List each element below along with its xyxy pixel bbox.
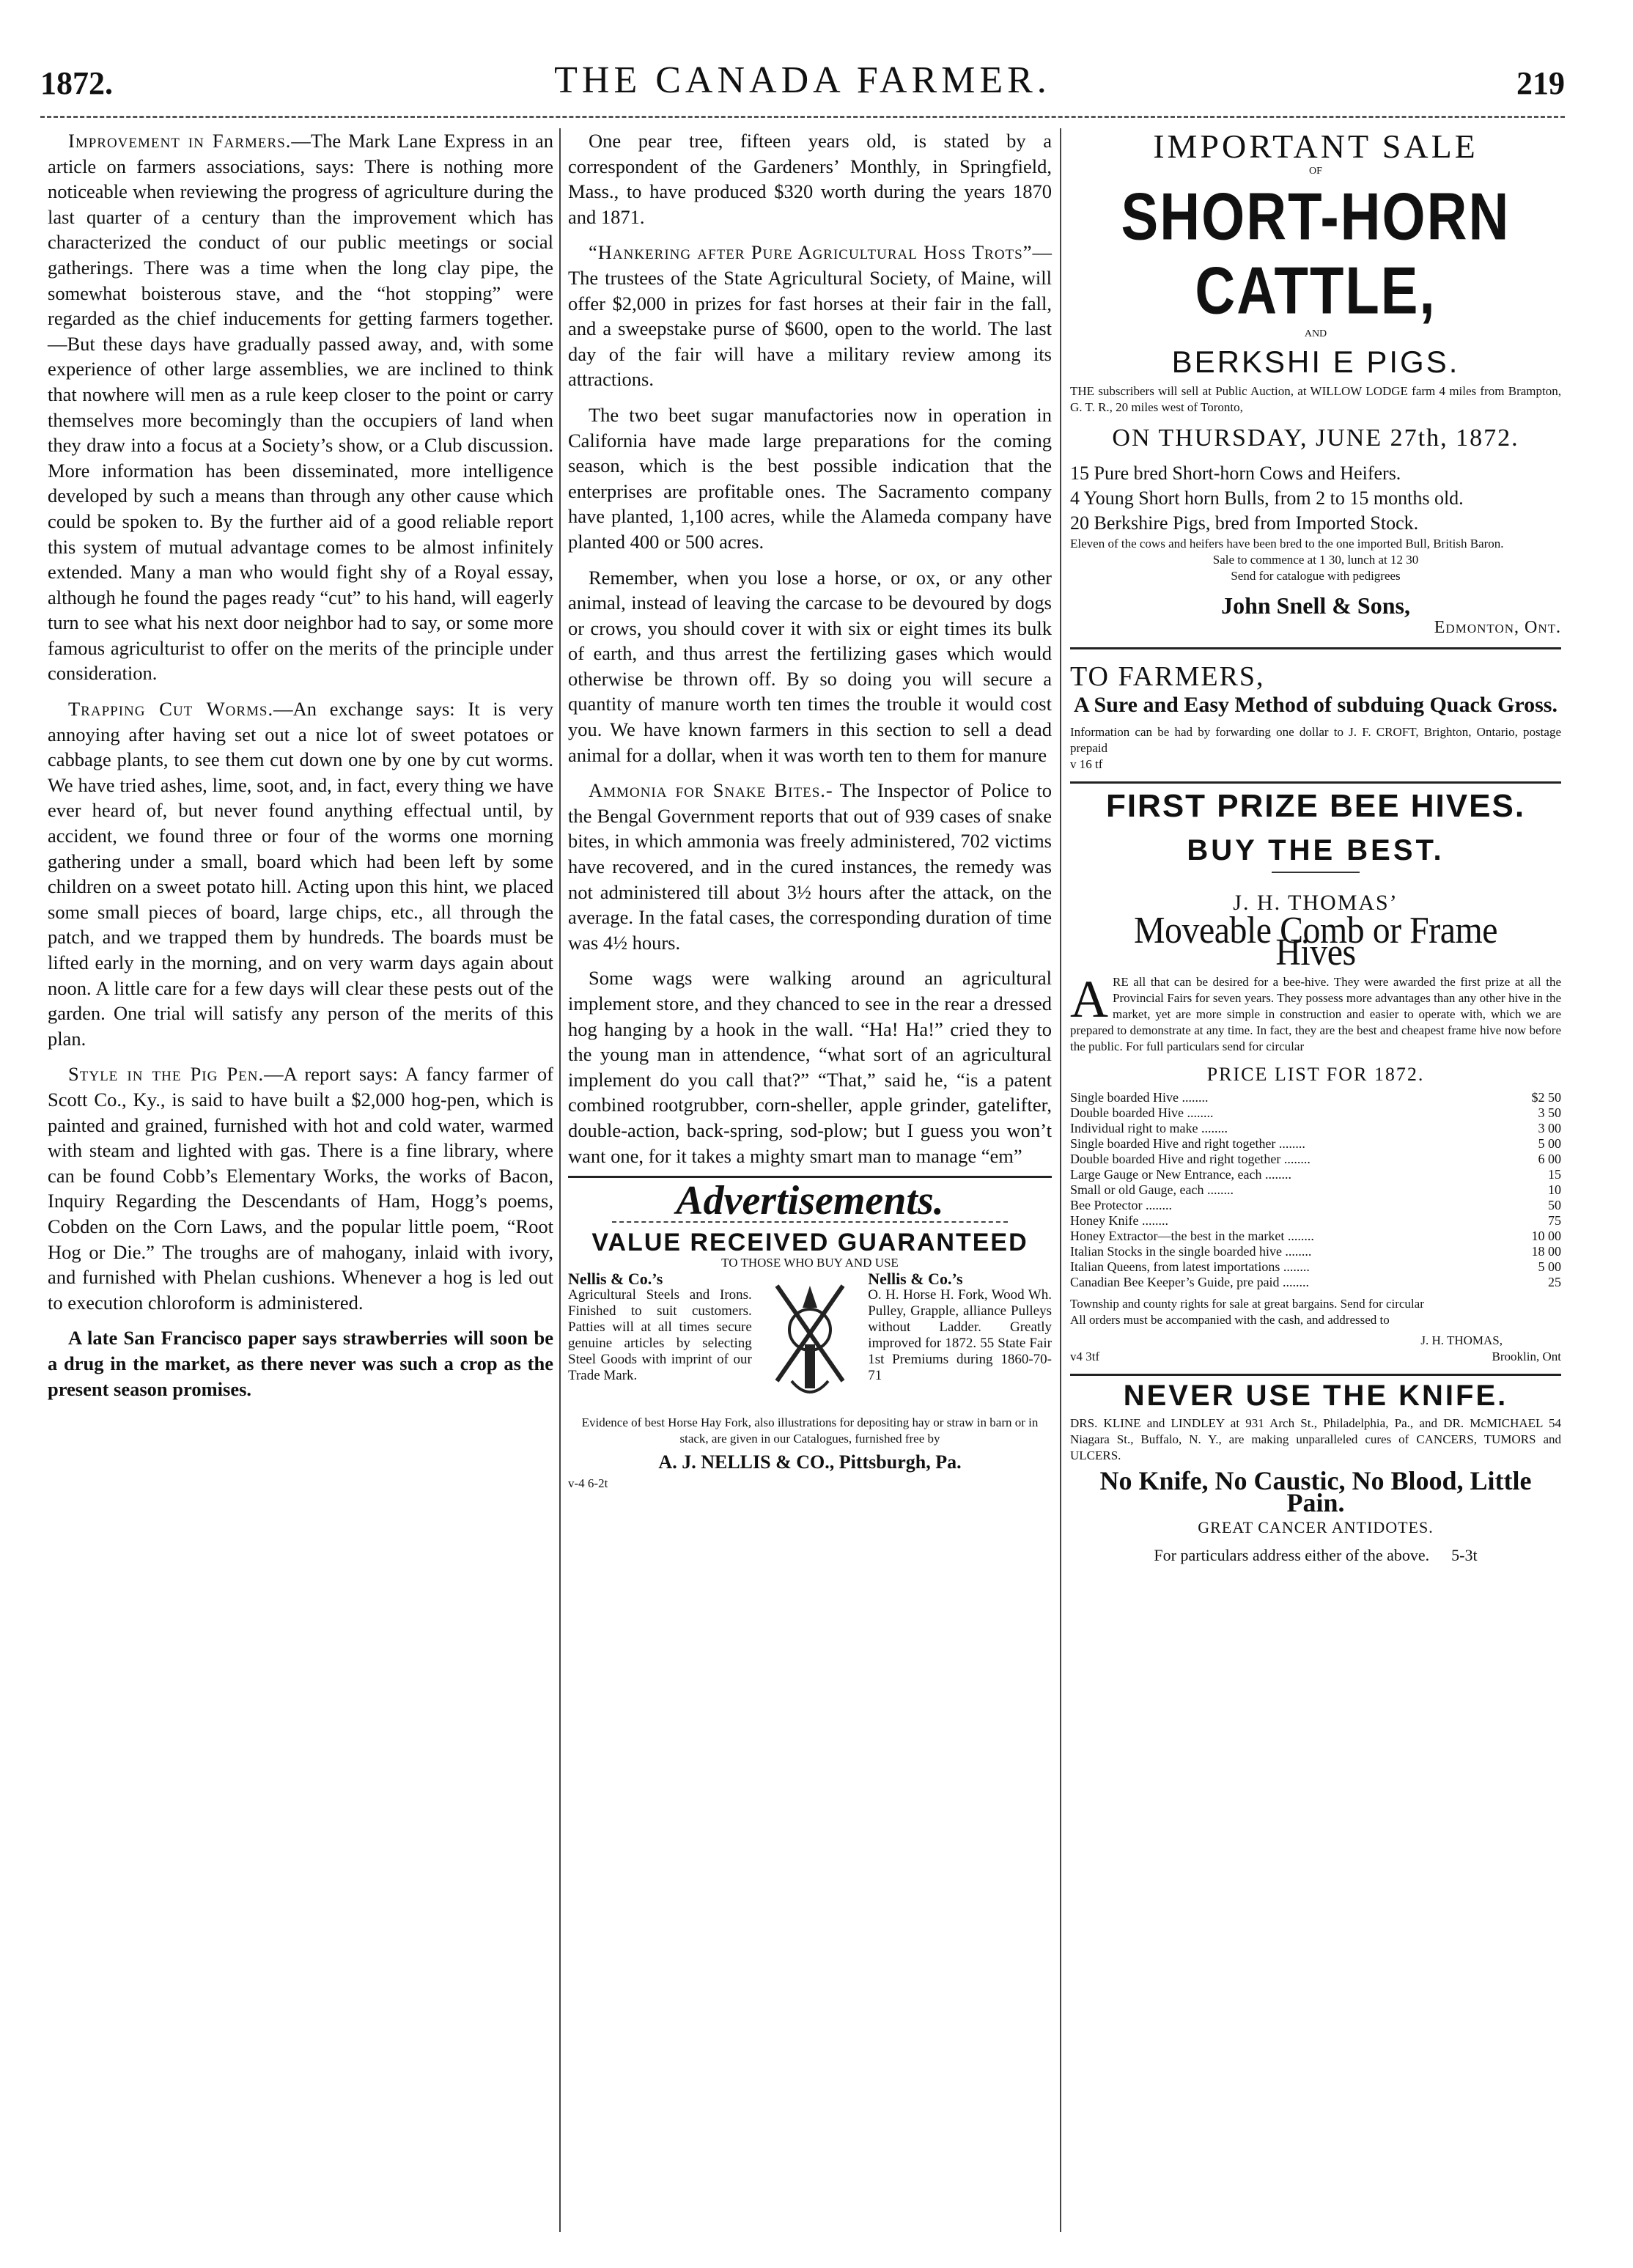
header-title: THE CANADA FARMER. [554,59,1051,101]
article-text: —An exchange says: It is very annoying after having set out a nice lot of sweet potatoes or cabbage plants, to see them cut down one by one by cut worms. We have tried ashes, lime, soot, and, in fact, every thing we have ever heard of, but never found anything effectual until, by accident, we found three or four of the worms one morning gathering under a small, board which had been left by some children on a sweet potato hill. Acting upon this hint, we placed some small pieces of board, large chips, etc., all through the patch, and we trapped them by hundreds. The boards must be lifted early in the morning, and on very warm days again about noon. A little care for a few days will clear these pests out of the garden. One trial will satisfy any person of the merits of this plan. [48,698,553,1050]
article-heading: “Hankering after Pure Agricultural Hoss Trots” [589,241,1033,264]
particulars-code: 5-3t [1451,1546,1478,1564]
column-divider-2 [1060,128,1061,2232]
thomas-code: v4 3tf [1070,1350,1100,1363]
column-divider-1 [559,128,561,2232]
price-item: Italian Queens, from latest importations ........ [1070,1259,1310,1274]
sale-place: Edmonton, Ont. [1434,618,1561,637]
article-heading: Improvement in Farmers. [68,130,292,152]
nellis-bottom-text: Evidence of best Horse Hay Fork, also illustrations for depositing hay or straw in barn or in stack, are given in our Catalogues, furnished free by [581,1415,1039,1446]
price-value: 5 00 [1538,1259,1561,1274]
article-pear-tree: One pear tree, fifteen years old, is stated by a correspondent of the Gardeners’ Monthly, in Springfield, Mass., to have produced $320 worth during the years 1870 and 1871. [568,130,1052,228]
sale-note: Eleven of the cows and heifers have been bred to the one imported Bull, British Baron. [1070,537,1504,551]
price-item: Small or old Gauge, each ........ [1070,1182,1234,1197]
dropcap: A [1070,970,1108,1028]
column-1 [48,128,553,1412]
short-rule [1272,872,1360,873]
price-value: 50 [1548,1198,1561,1212]
price-item: Honey Knife ........ [1070,1213,1168,1228]
article-text: —The trustees of the State Agricultural Society, of Maine, will offer $2,000 in prizes for fast horses at their fair in the fall, and a sweepstake purse of $600, open to the world. The last day of the fair will have a military review among its attractions. [568,241,1052,391]
column-2 [568,128,1052,1492]
header-page-number: 219 [1516,65,1565,101]
advertisements-heading: Advertisements. [676,1178,944,1224]
article-wags: Some wags were walking around an agricultural implement store, and they chanced to see in the rear a dressed hog hanging by a hook in the wall. “Ha! Ha!” cried they to the young man in attendence, “what sort of an agricultural implement do you call that?” “That,” said he, “is a patent combined rootgrubber, corn-sheller, apple grinder, gatelifter, double-action, back-spring, sod-plow; but I guess you won’t want one, for it takes a mighty smart man to manage “em” [568,965,1052,1178]
price-value: 75 [1548,1213,1561,1228]
sale-and: AND [1304,328,1327,339]
price-row [1070,1275,1561,1290]
nellis-ad-body [568,1271,1052,1415]
price-item: Double boarded Hive and right together ........ [1070,1152,1311,1166]
price-row [1070,1182,1561,1198]
column-3 [1070,128,1561,1566]
header-rule [40,116,1565,118]
never-use-knife-ad [1070,1380,1561,1566]
cattle-sale-ad [1070,128,1561,649]
price-item: Bee Protector ........ [1070,1198,1172,1212]
sale-intro: THE subscribers will sell at Public Auction, at WILLOW LODGE farm 4 miles from Brampton, G. T. R., 20 miles west of Toronto, [1070,384,1561,414]
article-snake-bites [568,778,1052,955]
price-value: 5 00 [1538,1136,1561,1151]
never-heading: NEVER USE THE KNIFE. [1123,1380,1508,1412]
never-text: DRS. KLINE and LINDLEY at 931 Arch St., Philadelphia, Pa., and DR. McMICHAEL 54 Niagara St., Buffalo, N. Y., are making unparalleled cures of CANCERS, TUMORS and ULCERS. [1070,1416,1561,1462]
thomas-name: J. H. THOMAS’ [1233,891,1398,915]
article-heading: Ammonia for Snake Bites. [589,779,826,802]
price-item: Individual right to make ........ [1070,1121,1228,1135]
sale-item: 4 Young Short horn Bulls, from 2 to 15 months old. [1070,487,1464,509]
sale-firm: John Snell & Sons, [1221,592,1410,619]
price-item: Single boarded Hive and right together ........ [1070,1136,1305,1151]
article-text: —The Mark Lane Express in an article on farmers associations, says: There is nothing more noticeable when reviewing the progress of agriculture during the last quarter of a century than the improvement which has characterized the conduct of our public meetings or social gatherings. There was a time when the long clay pipe, the somewhat boisterous stave, and the “hot stopping” were regarded as the chief inducements for getting farmers together.—But these days have gradually passed away, and, with some experience of other large assemblies, we are inclined to think that nowhere will men as a rule keep closer to the point or carry themselves more becomingly than the occupiers of land when they draw into a focus at a Society’s show, or a Club discussion. More information has been disseminated, more intelligence developed by such a means than through any other cause which could be spoken to. By the further aid of a good reliable report this system of mutual advantage comes to be almost infinitely extended. Many a man who would fight shy of a Royal essay, although he found the pages ready “cut” to his hand, will eagerly turn to see what his next door neighbor had to say, or some more famous agriculturist to offer on the merits of the principle under consideration. [48,130,553,685]
price-value: 3 00 [1538,1121,1561,1135]
sale-date: ON THURSDAY, JUNE 27th, 1872. [1112,424,1519,452]
article-dead-animal: Remember, when you lose a horse, or ox, or any other animal, instead of leaving the carcase to be devoured by dogs or crows, you should cover it with six or eight times its bulk of earth, and thus arrest the fertilizing gases which would otherwise be thrown off. By so doing you will secure a quantity of manure worth ten times the trouble it would cost you. We have known farmers in this section to sell a dead animal for a dollar, when it was worth ten to them for manure [568,566,1052,766]
price-row [1070,1105,1561,1121]
article-strawberries: A late San Francisco paper says strawberries will soon be a drug in the market, as there never was such a crop as the present season promises. [48,1327,553,1400]
page-header [40,59,1565,110]
price-row [1070,1121,1561,1136]
sale-item: 15 Pure bred Short-horn Cows and Heifers. [1070,463,1401,484]
price-value: 15 [1548,1167,1561,1182]
price-note: All orders must be accompanied with the cash, and addressed to [1070,1313,1390,1327]
price-row [1070,1259,1561,1275]
article-text: - The Inspector of Police to the Bengal Government reports that out of 939 cases of snake bites, in which ammonia was freely administered, 702 victims have recovered, and in the cured instances, the remedy was not administered till about 3½ hours after the attack, on the average. In the fatal cases, the corresponding duration of time was 4½ hours. [568,779,1052,954]
bee-heading: FIRST PRIZE BEE HIVES. [1105,788,1526,824]
header-year: 1872. [40,65,113,101]
article-improvement [48,128,553,686]
nellis-left-title: Nellis & Co.’s [568,1270,663,1289]
shorthorn-heading: SHORT-HORN CATTLE, [1121,180,1511,328]
price-value: $2 50 [1531,1090,1561,1105]
nellis-code: v-4 6-2t [568,1476,608,1490]
nellis-left-text: Agricultural Steels and Irons. Finished to suit customers. Patties will at all times secure genuine articles by selecting Steel Goods with imprint of our Trade Mark. [568,1287,752,1384]
price-row [1070,1213,1561,1229]
price-value: 25 [1548,1275,1561,1289]
sale-note: Sale to commence at 1 30, lunch at 12 30 [1212,553,1419,567]
article-hoss-trots [568,240,1052,392]
buy-the-best: BUY THE BEST. [1187,834,1445,866]
no-knife-line: No Knife, No Caustic, No Blood, Little Pain. [1099,1466,1532,1517]
thomas-place: Brooklin, Ont [1492,1350,1561,1363]
article-beet-sugar: The two beet sugar manufactories now in operation in California have made large preparations for the coming season, which is the best possible indication that the enterprises are profitable ones. The Sacramento company have planted, 1,100 acres, while the Alameda company have planted 400 or 500 acres. [568,403,1052,553]
price-table [1070,1090,1561,1290]
price-value: 10 00 [1531,1229,1561,1243]
article-pig-pen [48,1061,553,1315]
article-heading: Trapping Cut Worms. [68,698,274,721]
antidotes: GREAT CANCER ANTIDOTES. [1198,1518,1434,1536]
price-value: 10 [1548,1182,1561,1197]
price-item: Double boarded Hive ........ [1070,1105,1214,1120]
price-item: Canadian Bee Keeper’s Guide, pre paid ........ [1070,1275,1310,1289]
price-row [1070,1152,1561,1167]
price-value: 3 50 [1538,1105,1561,1120]
berkshire-heading: BERKSHI E PIGS. [1171,345,1460,379]
farmers-subheading: A Sure and Easy Method of subduing Quack Gross. [1074,693,1558,717]
bee-hive-ad [1070,788,1561,1376]
sale-title: IMPORTANT SALE [1153,128,1478,165]
moveable-heading: Moveable Comb or Frame Hives [1133,910,1498,973]
nellis-firm: A. J. NELLIS & CO., Pittsburgh, Pa. [658,1451,962,1473]
price-value: 18 00 [1531,1244,1561,1259]
price-note: Township and county rights for sale at great bargains. Send for circular [1070,1297,1424,1311]
farmers-text: Information can be had by forwarding one dollar to J. F. CROFT, Brighton, Ontario, postage prepaid [1070,725,1561,755]
price-row [1070,1229,1561,1244]
price-item: Italian Stocks in the single boarded hive ........ [1070,1244,1312,1259]
nellis-ad-subheading: TO THOSE WHO BUY AND USE [721,1256,899,1270]
nellis-right-text: O. H. Horse H. Fork, Wood Wh. Pulley, Grapple, alliance Pulleys without Ladder. Greatly improved for 1872. 55 State Fair 1st Premiums during 1860-70-71 [868,1287,1052,1384]
price-value: 6 00 [1538,1152,1561,1166]
sale-of: OF [1309,166,1322,177]
sale-note: Send for catalogue with pedigrees [1231,569,1401,583]
particulars: For particulars address either of the above. [1154,1546,1430,1564]
price-row [1070,1167,1561,1182]
price-row [1070,1198,1561,1213]
price-item: Large Gauge or New Entrance, each ........ [1070,1167,1292,1182]
hives-text: ARE all that can be desired for a bee-hive. They were awarded the first prize at all the Provincial Fairs for seven years. They possess more advantages than any other hive in the market, yet are more simple in construction and easier to operate with, which we are prepared to demonstrate at any time. In fact, they are the best and cheapest frame hive now before the public. For full particulars send for circular [1070,970,1561,1053]
nellis-right-title: Nellis & Co.’s [868,1270,963,1289]
price-row [1070,1136,1561,1152]
article-heading: Style in the Pig Pen. [68,1063,265,1086]
price-row [1070,1090,1561,1105]
farmers-code: v 16 tf [1070,757,1103,771]
sale-item: 20 Berkshire Pigs, bred from Imported Stock. [1070,512,1419,534]
article-text: —A report says: A fancy farmer of Scott Co., Ky., is said to have built a $2,000 hog-pen, which is painted and grained, furnished with hot and cold water, warmed with steam and lighted with gas. There is a fine library, where can be found Cobb’s Elementary Works, the works of Bacon, Inquiry Regarding the Descendants of Ham, Hogg’s poems, Cobden on the Corn Laws, and the popular little poem, “Root Hog or Die.” The troughs are of mahogany, inlaid with ivory, and furnished with Phelan cushions. Whenever a hog is led out to execution chloroform is administered. [48,1063,553,1314]
price-item: Honey Extractor—the best in the market ........ [1070,1229,1314,1243]
nellis-ad-heading: VALUE RECEIVED GUARANTEED [591,1228,1028,1256]
thomas-signature: J. H. THOMAS, [1420,1333,1503,1347]
price-item: Single boarded Hive ........ [1070,1090,1209,1105]
price-row [1070,1244,1561,1259]
farmers-heading: TO FARMERS, [1070,661,1265,692]
farmers-ad [1070,657,1561,784]
price-list-heading: PRICE LIST FOR 1872. [1206,1064,1425,1085]
article-cut-worms [48,696,553,1051]
trademark-emblem-icon [752,1271,868,1415]
